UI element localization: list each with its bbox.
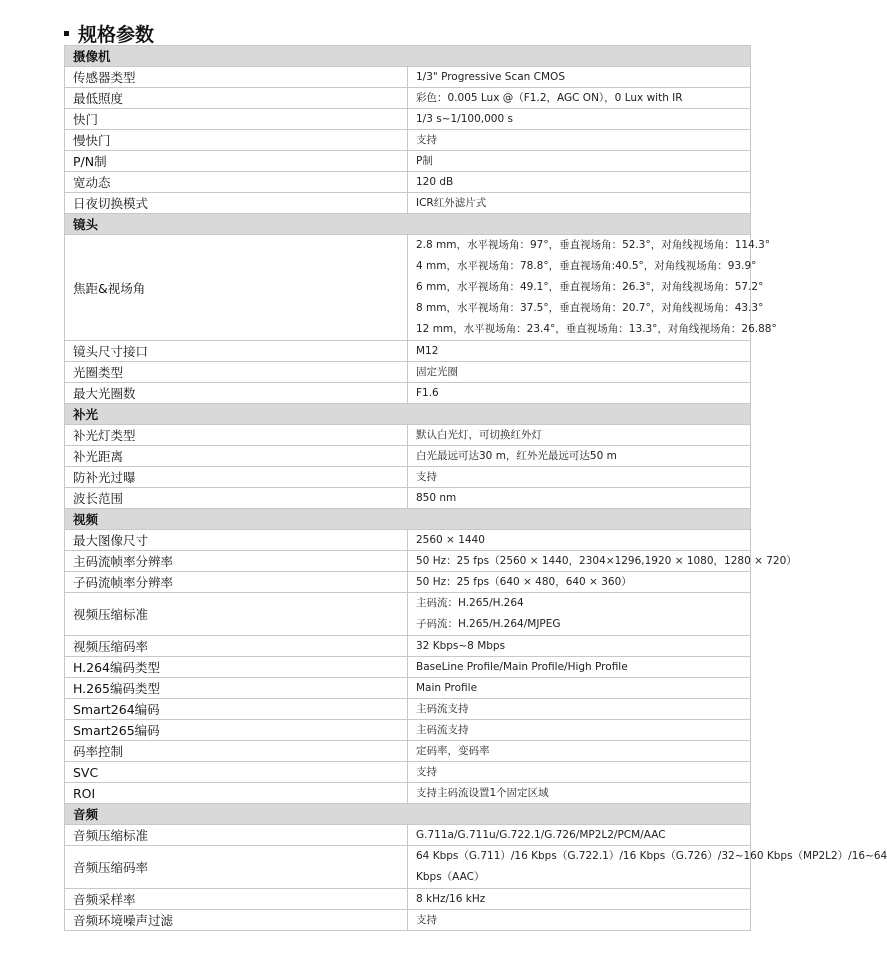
spec-value: [408, 383, 751, 404]
spec-row: [65, 720, 751, 741]
section-header: [65, 404, 751, 425]
spec-label: Smart265编码: [65, 720, 408, 741]
spec-value-line: 子码流：H.265/H.264/MJPEG: [416, 618, 561, 630]
bullet-square-icon: [64, 31, 69, 36]
spec-row: [65, 130, 751, 151]
spec-label: 码率控制: [65, 741, 408, 762]
spec-value: [408, 889, 751, 910]
spec-row: [65, 341, 751, 362]
spec-value-line: 固定光圈: [416, 366, 458, 378]
section-title: 音频: [65, 804, 751, 825]
spec-label: 波长范围: [65, 488, 408, 509]
spec-row: [65, 783, 751, 804]
spec-value: [408, 193, 751, 214]
spec-row: [65, 383, 751, 404]
spec-row: [65, 109, 751, 130]
spec-value-line: 32 Kbps~8 Mbps: [416, 640, 506, 652]
spec-label: 镜头尺寸接口: [65, 341, 408, 362]
spec-label: 日夜切换模式: [65, 193, 408, 214]
spec-value: [408, 678, 751, 699]
spec-value-line: 6 mm，水平视场角：49.1°，垂直视场角：26.3°，对角线视场角：57.2°: [416, 281, 764, 293]
spec-value: [408, 446, 751, 467]
spec-value: [408, 636, 751, 657]
spec-value-line: M12: [416, 345, 439, 357]
spec-label: Smart264编码: [65, 699, 408, 720]
spec-value-line: 8 mm，水平视场角：37.5°，垂直视场角：20.7°，对角线视场角：43.3°: [416, 302, 764, 314]
spec-value: [408, 109, 751, 130]
spec-label: ROI: [65, 783, 408, 804]
spec-value-line: 50 Hz：25 fps（640 × 480，640 × 360）: [416, 576, 632, 588]
spec-value: [408, 88, 751, 109]
spec-label: P/N制: [65, 151, 408, 172]
section-header: [65, 804, 751, 825]
spec-value: [408, 910, 751, 931]
spec-row: [65, 572, 751, 593]
spec-value-line: 50 Hz：25 fps（2560 × 1440，2304×1296,1920 × 1080，1280 × 720）: [416, 555, 797, 567]
spec-value-line: F1.6: [416, 387, 439, 399]
spec-label: 视频压缩码率: [65, 636, 408, 657]
section-title: 摄像机: [65, 46, 751, 67]
spec-row: [65, 657, 751, 678]
spec-value: [408, 572, 751, 593]
spec-value-line: 4 mm，水平视场角：78.8°，垂直视场角:40.5°，对角线视场角：93.9°: [416, 260, 757, 272]
spec-row: [65, 362, 751, 383]
spec-label: 防补光过曝: [65, 467, 408, 488]
spec-value-line: 白光最远可达30 m，红外光最远可达50 m: [416, 450, 617, 462]
page-title-text: 规格参数: [78, 23, 155, 46]
spec-value-line: 120 dB: [416, 176, 454, 188]
spec-value: [408, 467, 751, 488]
spec-label: 光圈类型: [65, 362, 408, 383]
spec-value-line: 8 kHz/16 kHz: [416, 893, 486, 905]
spec-value-line: 支持主码流设置1个固定区域: [416, 787, 549, 799]
spec-value-line: 支持: [416, 471, 437, 483]
spec-row: [65, 193, 751, 214]
section-title: 视频: [65, 509, 751, 530]
spec-row: [65, 467, 751, 488]
spec-label: H.264编码类型: [65, 657, 408, 678]
spec-label: 音频压缩标准: [65, 825, 408, 846]
spec-row: [65, 762, 751, 783]
spec-row: [65, 67, 751, 88]
spec-value-line: 支持: [416, 134, 437, 146]
spec-row: [65, 551, 751, 572]
spec-value-line: 支持: [416, 914, 437, 926]
spec-value-line: 支持: [416, 766, 437, 778]
spec-value: [408, 762, 751, 783]
spec-label: H.265编码类型: [65, 678, 408, 699]
spec-row: [65, 910, 751, 931]
spec-value: [408, 362, 751, 383]
spec-row: [65, 593, 751, 636]
spec-value-line: 定码率，变码率: [416, 745, 490, 757]
spec-value: [408, 741, 751, 762]
spec-value-line: 64 Kbps（G.711）/16 Kbps（G.722.1）/16 Kbps（G.726）/32~160 Kbps（MP2L2）/16~64: [416, 850, 887, 862]
spec-label: 主码流帧率分辨率: [65, 551, 408, 572]
spec-row: [65, 699, 751, 720]
spec-label: 补光距离: [65, 446, 408, 467]
spec-table: [64, 45, 887, 931]
spec-value: [408, 67, 751, 88]
spec-label: 补光灯类型: [65, 425, 408, 446]
spec-row: [65, 889, 751, 910]
spec-value: [408, 151, 751, 172]
spec-table-body: [65, 46, 887, 931]
section-title: 补光: [65, 404, 751, 425]
spec-value-line: ICR红外滤片式: [416, 197, 487, 209]
spec-label: SVC: [65, 762, 408, 783]
spec-value-line: 主码流支持: [416, 703, 469, 715]
spec-value: [408, 425, 751, 446]
page-title: [64, 18, 154, 48]
spec-row: [65, 425, 751, 446]
spec-row: [65, 172, 751, 193]
spec-label: 音频采样率: [65, 889, 408, 910]
spec-row: [65, 825, 751, 846]
spec-value: [408, 720, 751, 741]
spec-value-line: 1/3 s~1/100,000 s: [416, 113, 513, 125]
spec-value: [408, 341, 751, 362]
spec-row: [65, 235, 751, 341]
spec-value-line: 1/3" Progressive Scan CMOS: [416, 71, 565, 83]
section-header: [65, 214, 751, 235]
spec-label: 音频环境噪声过滤: [65, 910, 408, 931]
spec-value-line: BaseLine Profile/Main Profile/High Profile: [416, 661, 628, 673]
spec-value-line: 主码流支持: [416, 724, 469, 736]
spec-value: [408, 657, 751, 678]
spec-row: [65, 151, 751, 172]
spec-label: 子码流帧率分辨率: [65, 572, 408, 593]
spec-value: [408, 825, 751, 846]
section-header: [65, 509, 751, 530]
spec-value: [408, 488, 751, 509]
spec-row: [65, 846, 751, 889]
spec-row: [65, 741, 751, 762]
spec-label: 宽动态: [65, 172, 408, 193]
spec-value-line: Kbps（AAC）: [416, 871, 485, 883]
spec-label: 最大图像尺寸: [65, 530, 408, 551]
spec-label: 最低照度: [65, 88, 408, 109]
section-header: [65, 46, 751, 67]
spec-row: [65, 88, 751, 109]
spec-value-line: 12 mm，水平视场角：23.4°，垂直视场角：13.3°，对角线视场角：26.88°: [416, 323, 777, 335]
spec-value: [408, 530, 751, 551]
spec-row: [65, 446, 751, 467]
spec-label: 慢快门: [65, 130, 408, 151]
spec-value: [408, 593, 751, 636]
spec-value-line: Main Profile: [416, 682, 478, 694]
spec-label: 最大光圈数: [65, 383, 408, 404]
spec-value: [408, 130, 751, 151]
spec-value: [408, 235, 777, 341]
spec-row: [65, 530, 751, 551]
section-title: 镜头: [65, 214, 751, 235]
spec-value: [408, 699, 751, 720]
spec-label: 焦距&视场角: [65, 235, 408, 341]
spec-value-line: 主码流：H.265/H.264: [416, 597, 524, 609]
spec-value-line: 2560 × 1440: [416, 534, 485, 546]
spec-label: 音频压缩码率: [65, 846, 408, 889]
spec-value-line: P制: [416, 155, 433, 167]
spec-value-line: 2.8 mm，水平视场角：97°，垂直视场角：52.3°，对角线视场角：114.3°: [416, 239, 771, 251]
spec-value-line: 默认白光灯，可切换红外灯: [416, 429, 542, 441]
spec-row: [65, 678, 751, 699]
spec-label: 视频压缩标准: [65, 593, 408, 636]
spec-label: 传感器类型: [65, 67, 408, 88]
spec-row: [65, 636, 751, 657]
spec-value: [408, 846, 887, 889]
spec-value: [408, 172, 751, 193]
spec-row: [65, 488, 751, 509]
spec-label: 快门: [65, 109, 408, 130]
spec-value: [408, 783, 751, 804]
spec-value-line: 彩色：0.005 Lux @（F1.2，AGC ON），0 Lux with IR: [416, 92, 683, 104]
spec-value-line: G.711a/G.711u/G.722.1/G.726/MP2L2/PCM/AAC: [416, 829, 666, 841]
spec-value: [408, 551, 797, 572]
spec-value-line: 850 nm: [416, 492, 457, 504]
